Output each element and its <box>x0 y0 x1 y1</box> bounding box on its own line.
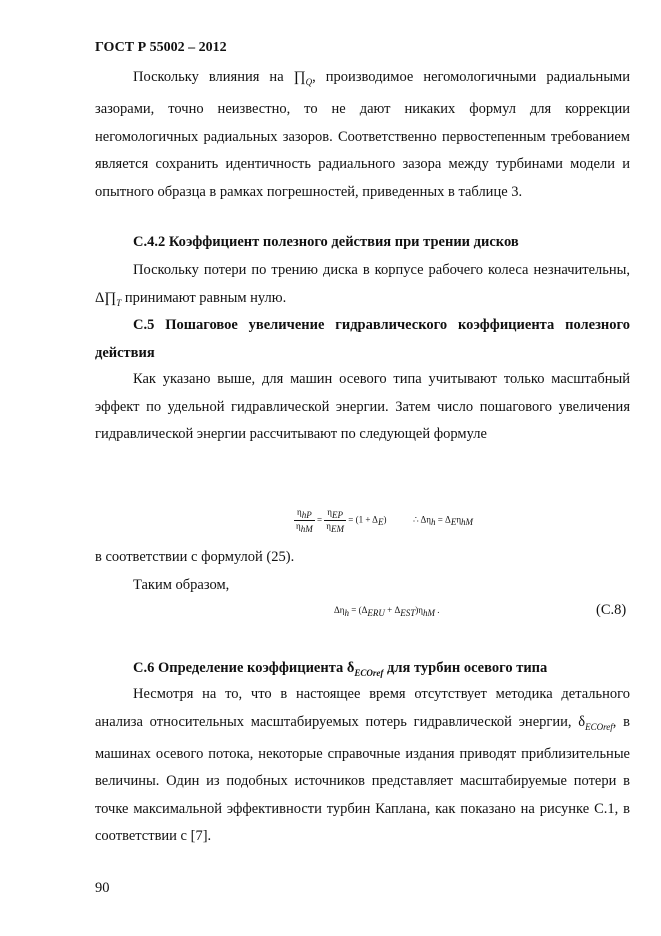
standard-header: ГОСТ Р 55002 – 2012 <box>95 40 227 55</box>
paragraph-radial-gaps: Поскольку влияния на $\prod_Q$, производимое негомологичными радиальными зазорами, точно неизвестно, то не дают никаких формул для коррекции негомологичных радиальных зазоров. Соответственно первостепенным требованием является сохранить идентичность радиального зазора между турбинами модели и опытного образца в рамках погрешностей, приведенных в таблице 3. <box>95 69 630 200</box>
formula-c8: $\Delta\eta_h = (\Delta_{ERU} + \Delta_{EST})\eta_{hM}$ . <box>334 605 440 618</box>
heading-c42: С.4.2 Коэффициент полезного действия при трении дисков <box>133 234 519 250</box>
eta-symbol: ∏ <box>104 289 117 306</box>
paragraph-per-formula: в соответствии с формулой (25). <box>95 549 295 565</box>
paragraph-thus: Таким образом, <box>133 577 230 593</box>
paragraph-axial-losses: Несмотря на то, что в настоящее время отсутствует методика детального анализа относительных масштабируемых потерь гидравлической энергии, $\delta_{ECOref}$, в машинах осевого потока, некоторые справочные издания приводят приблизительные величины. Один из подобных источников представляет масштабируемые потери в точке максимальной эффективности турбин Каплана, как показано на рисунке С.1, в соответствии с [7]. <box>95 686 630 845</box>
eta-symbol: ∏ <box>293 69 306 85</box>
page-number: 90 <box>95 880 110 896</box>
heading-c6: С.6 Определение коэффициента $\delta_{ECOref}$ для турбин осевого типа <box>133 660 548 678</box>
equation-number: (С.8) <box>596 602 627 618</box>
paragraph-disc-friction: Поскольку потери по трению диска в корпусе рабочего колеса незначительны, $\Delta\prod_T$ принимают равным нулю. <box>95 262 630 308</box>
paragraph-step-up: Как указано выше, для машин осевого типа учитывают только масштабный эффект по удельной гидравлической энергии. Затем число пошагового увеличения гидравлической энергии рассчитывают по следующей формуле <box>95 371 630 442</box>
heading-c5: С.5 Пошаговое увеличение гидравлического коэффициента полезного действия <box>95 317 630 361</box>
formula-efficiency-ratio: $\frac{\eta_{hP}}{\eta_{hM}}$ = $\frac{\eta_{EP}}{\eta_{EM}}$ = $(1 + \Delta_E)$ ∴ $\Delta\eta_h = \Delta_E\eta_{hM}$ <box>296 507 474 534</box>
